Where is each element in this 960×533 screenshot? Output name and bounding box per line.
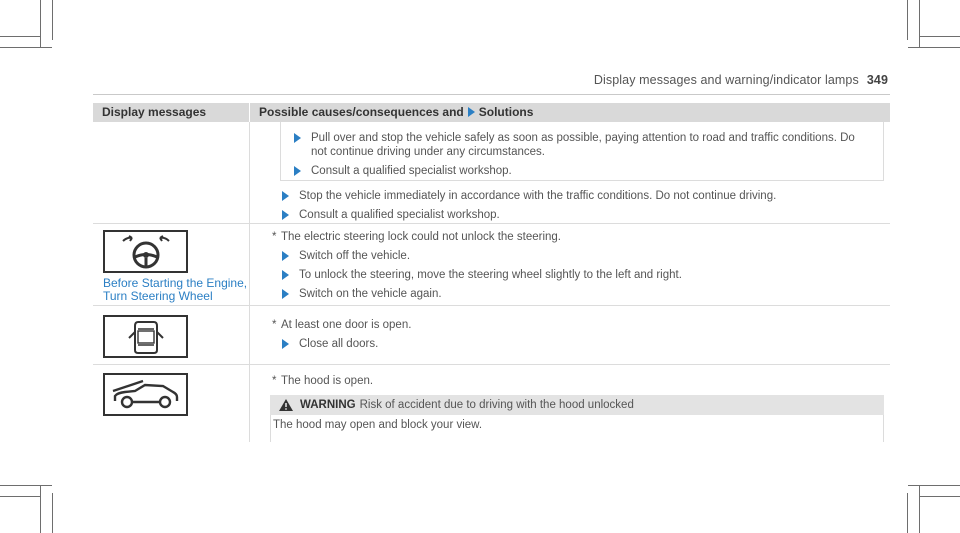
step-text: Consult a qualified specialist workshop. [299, 209, 500, 221]
solution-cell [250, 365, 890, 442]
hood-symbol-box [103, 373, 188, 416]
running-head [594, 73, 888, 87]
door-symbol-box [103, 315, 188, 358]
crop-mark [0, 36, 40, 37]
message-cell [93, 306, 250, 364]
star-marker: * [272, 319, 277, 331]
crop-mark [0, 47, 52, 48]
step-text: To unlock the steering, move the steering wheel slightly to the left and right. [299, 269, 682, 281]
list-item [282, 249, 410, 263]
crop-mark [908, 485, 960, 486]
list-item [282, 189, 776, 203]
crop-mark [40, 0, 41, 48]
arrow-right-icon [294, 133, 301, 143]
solution-cell [250, 306, 890, 364]
header-solutions-text: Solutions [478, 105, 534, 119]
table-row [93, 365, 890, 442]
warning-triangle-icon [278, 398, 294, 412]
warning-bar [270, 395, 884, 415]
page-number: 349 [866, 73, 888, 87]
arrow-right-icon [282, 251, 289, 261]
solution-cell [250, 224, 890, 305]
arrow-right-icon [294, 166, 301, 176]
message-link[interactable] [103, 277, 247, 303]
cause-text: The hood is open. [281, 375, 374, 387]
arrow-right-icon [282, 289, 289, 299]
message-cell [93, 224, 250, 305]
list-item [294, 164, 512, 178]
warning-body [270, 415, 884, 442]
hood-open-icon [109, 377, 183, 413]
header-rule [93, 94, 890, 95]
crop-mark [920, 496, 960, 497]
crop-mark [907, 0, 908, 40]
header-display-messages: Display messages [93, 103, 250, 122]
table-row [93, 306, 890, 365]
steering-symbol-box [103, 230, 188, 273]
list-item [282, 337, 378, 351]
crop-mark [52, 493, 53, 533]
table-header [93, 103, 890, 122]
display-messages-table [93, 103, 890, 442]
header-causes-text: Possible causes/consequences and [259, 105, 464, 119]
list-item [282, 287, 442, 301]
running-head-title: Display messages and warning/indicator lamps [593, 73, 859, 87]
arrow-right-icon [282, 270, 289, 280]
crop-mark [919, 485, 920, 533]
star-marker: * [272, 231, 277, 243]
cause-text: The electric steering lock could not unlock the steering. [281, 231, 561, 243]
arrow-right-icon [282, 339, 289, 349]
steering-wheel-icon [113, 233, 179, 271]
cause-text: At least one door is open. [281, 319, 412, 331]
crop-mark [908, 47, 960, 48]
warning-text: Risk of accident due to driving with the hood unlocked [359, 399, 634, 411]
step-text: Switch off the vehicle. [299, 250, 411, 262]
step-text: Switch on the vehicle again. [299, 288, 442, 300]
step-text: Pull over and stop the vehicle safely as soon as possible, paying attention to road and traffic conditions. Do not continue driving under any circumstances. [311, 132, 855, 158]
table-row [93, 224, 890, 306]
crop-mark [907, 493, 908, 533]
arrow-right-icon [468, 107, 475, 117]
vehicle-door-open-icon [126, 318, 166, 356]
step-text: Stop the vehicle immediately in accordance with the traffic conditions. Do not continue driving. [299, 190, 777, 202]
message-line: Before Starting the Engine, [103, 276, 248, 290]
warning-label: WARNING [300, 399, 356, 411]
crop-mark [52, 0, 53, 40]
crop-mark [919, 0, 920, 48]
crop-mark [0, 496, 40, 497]
message-cell [93, 365, 250, 442]
list-item [282, 208, 500, 222]
solution-cell [250, 122, 890, 223]
table-row [93, 122, 890, 224]
list-item [282, 268, 682, 282]
warning-body-text: The hood may open and block your view. [273, 419, 483, 431]
star-marker: * [272, 375, 277, 387]
step-text: Consult a qualified specialist workshop. [311, 165, 512, 177]
step-text: Close all doors. [299, 338, 379, 350]
crop-mark [0, 485, 52, 486]
crop-mark [920, 36, 960, 37]
header-causes-solutions [250, 103, 890, 122]
arrow-right-icon [282, 191, 289, 201]
arrow-right-icon [282, 210, 289, 220]
message-line: Turn Steering Wheel [103, 289, 213, 303]
list-item [294, 131, 864, 159]
crop-mark [40, 485, 41, 533]
message-cell [93, 122, 250, 223]
